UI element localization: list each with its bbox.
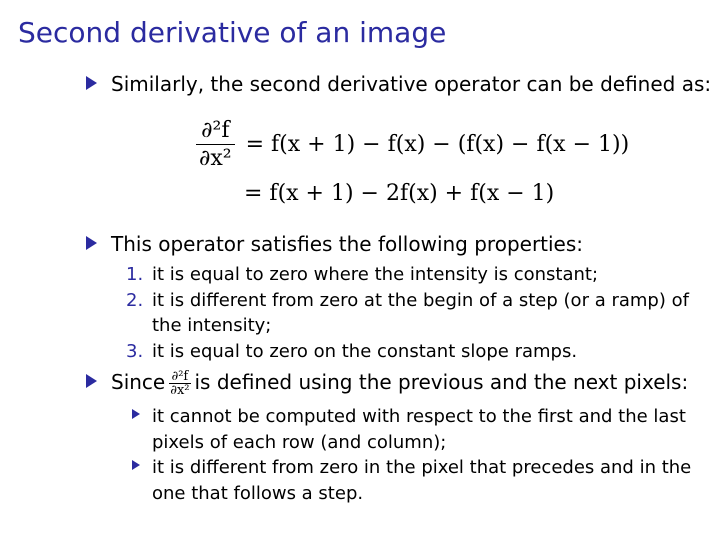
fraction-denominator: ∂x² [199, 146, 232, 171]
bullet-3-prefix: Since [111, 370, 166, 394]
inline-fraction-numerator: ∂²f [169, 370, 190, 384]
bullet-3 [86, 370, 688, 397]
sub-bullet-1-continued [152, 432, 446, 453]
inline-derivative-fraction [169, 370, 190, 397]
sub-bullet-2 [132, 457, 691, 478]
property-text: it is equal to zero on the constant slope ramps. [152, 341, 578, 362]
equation-line-1-rhs: = f(x + 1) − f(x) − (f(x) − f(x − 1)) [245, 132, 630, 157]
property-item-2-continued [126, 315, 271, 336]
derivative-fraction [196, 118, 235, 171]
sub-bullet-2-continued [152, 483, 363, 504]
inline-fraction-denominator: ∂x² [170, 383, 190, 398]
property-text: it is equal to zero where the intensity is constant; [152, 264, 599, 285]
property-item-1 [126, 264, 598, 285]
bullet-triangle-icon [86, 76, 97, 90]
property-item-3 [126, 341, 577, 362]
property-item-2 [126, 290, 689, 311]
sub-bullet-2-line-1: it is different from zero in the pixel that precedes and in the [152, 457, 692, 478]
property-text: the intensity; [152, 315, 272, 336]
sub-bullet-triangle-icon [132, 409, 140, 419]
bullet-1-text: Similarly, the second derivative operator can be defined as: [111, 72, 712, 96]
sub-bullet-1-line-1: it cannot be computed with respect to the first and the last [152, 406, 686, 427]
property-number: 1. [126, 264, 144, 285]
sub-bullet-1 [132, 406, 686, 427]
bullet-triangle-icon [86, 236, 97, 250]
bullet-triangle-icon [86, 374, 97, 388]
equation-line-2-rhs: = f(x + 1) − 2f(x) + f(x − 1) [244, 181, 555, 206]
sub-bullet-2-line-2: one that follows a step. [152, 483, 364, 504]
bullet-3-suffix: is defined using the previous and the next pixels: [194, 370, 689, 394]
sub-bullet-1-line-2: pixels of each row (and column); [152, 432, 447, 453]
slide-title: Second derivative of an image [18, 16, 447, 49]
equation-line-1 [196, 118, 629, 171]
property-text: it is different from zero at the begin of a step (or a ramp) of [152, 290, 689, 311]
fraction-numerator: ∂²f [196, 118, 235, 145]
property-number: 3. [126, 341, 144, 362]
equation-line-2 [244, 181, 554, 206]
bullet-2 [86, 232, 583, 256]
bullet-2-text: This operator satisfies the following properties: [111, 232, 584, 256]
sub-bullet-triangle-icon [132, 460, 140, 470]
bullet-1 [86, 72, 711, 96]
property-number: 2. [126, 290, 144, 311]
